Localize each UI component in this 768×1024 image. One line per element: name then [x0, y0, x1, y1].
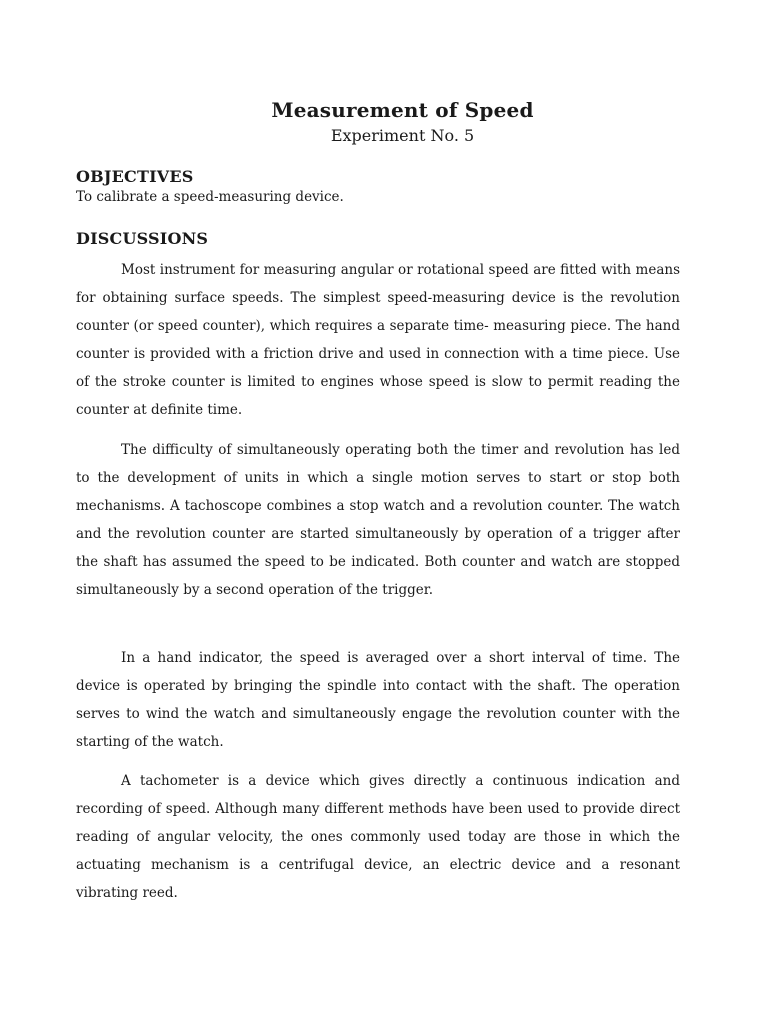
- document-title: Measurement of Speed: [271, 98, 534, 122]
- discussion-paragraph-3: In a hand indicator, the speed is averaged over a short interval of time. The device is operated by bringing the spindle into contact with the shaft. The operation serves to wind the watch and simultaneously engage the revolution counter with the starting of the watch.: [76, 650, 680, 750]
- discussions-heading: DISCUSSIONS: [76, 229, 209, 248]
- document-subtitle: Experiment No. 5: [330, 126, 475, 145]
- discussion-paragraph-4: A tachometer is a device which gives directly a continuous indication and recording of speed. Although many different methods have been used to provide direct reading of angular velocity, the ones commonly used today are those in which the actuating mechanism is a centrifugal device, an electric device and a resonant vibrating reed.: [76, 773, 680, 901]
- discussion-paragraph-1: Most instrument for measuring angular or rotational speed are fitted with means for obtaining surface speeds. The simplest speed-measuring device is the revolution counter (or speed counter), which requires a separate time- measuring piece. The hand counter is provided with a friction drive and used in connection with a time piece. Use of the stroke counter is limited to engines whose speed is slow to permit reading the counter at definite time.: [76, 262, 680, 418]
- objectives-text: To calibrate a speed-measuring device.: [76, 189, 344, 205]
- objectives-heading: OBJECTIVES: [76, 167, 194, 186]
- discussion-paragraph-2: The difficulty of simultaneously operating both the timer and revolution has led to the development of units in which a single motion serves to start or stop both mechanisms. A tachoscope combines a stop watch and a revolution counter. The watch and the revolution counter are started simultaneously by operation of a trigger after the shaft has assumed the speed to be indicated. Both counter and watch are stopped simultaneously by a second operation of the trigger.: [76, 442, 680, 598]
